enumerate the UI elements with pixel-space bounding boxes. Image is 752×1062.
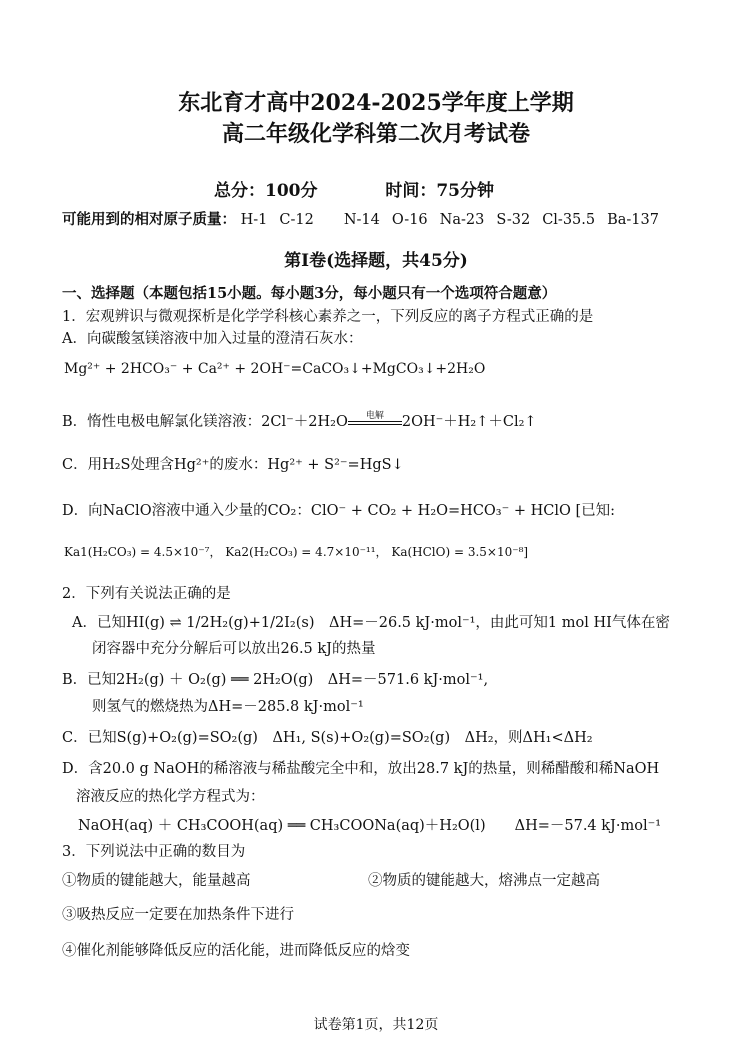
q1-option-d-text: D．向NaClO溶液中通入少量的CO₂： [62, 503, 311, 519]
atomic-mass-item: C-12 [279, 212, 314, 228]
q1-option-a-equation: Mg²⁺ + 2HCO₃⁻ + Ca²⁺ + 2OH⁻=CaCO₃↓+MgCO₃↓+2H₂O [64, 361, 486, 377]
atomic-mass-item: H-1 [240, 212, 268, 228]
exam-title-line2: 高二年级化学科第二次月考试卷 [221, 121, 530, 147]
q1-option-c-text: C．用H₂S处理含Hg²⁺的废水： [62, 457, 268, 473]
total-score: 总分：100分 [214, 181, 318, 201]
atomic-mass-item: N-14 [343, 212, 380, 228]
q2-option-d-line2: 溶液反应的热化学方程式为： [76, 789, 265, 805]
atomic-mass-item: S-32 [496, 212, 531, 228]
q2-option-b-line1: B．已知2H₂(g) ＋ O₂(g) ══ 2H₂O(g) ΔH=－571.6 kJ·mol⁻¹, [62, 672, 489, 688]
q1-option-c-equation: Hg²⁺ + S²⁻=HgS↓ [267, 457, 404, 473]
section-instruction: 一、选择题（本题包括15小题。每小题3分，每小题只有一个选项符合题意） [62, 285, 557, 302]
exam-title-line1: 东北育才高中2024-2025学年度上学期 [178, 90, 574, 116]
q2-stem: 2．下列有关说法正确的是 [62, 586, 231, 602]
atomic-masses-list [241, 212, 671, 228]
score-time-bar [214, 176, 502, 201]
exam-time: 时间：75分钟 [385, 181, 495, 201]
q1-option-b [62, 410, 537, 431]
q1-stem: 1．宏观辨识与微观探析是化学学科核心素养之一，下列反应的离子方程式正确的是 [62, 309, 594, 325]
electrolysis-arrow [348, 411, 402, 425]
q1-option-d-equation: ClO⁻ + CO₂ + H₂O=HCO₃⁻ + HClO [已知: [310, 503, 616, 519]
q3-statement-3: ③吸热反应一定要在加热条件下进行 [62, 907, 294, 923]
q1-option-d [62, 499, 615, 520]
atomic-masses-label: 可能用到的相对原子质量： [62, 211, 236, 228]
q2-option-c: C．已知S(g)+O₂(g)=SO₂(g) ΔH₁, S(s)+O₂(g)=SO₂(g) ΔH₂，则ΔH₁<ΔH₂ [62, 730, 593, 746]
q2-option-d-equation: NaOH(aq) ＋ CH₃COOH(aq) ══ CH₃COONa(aq)＋H₂O(l) ΔH=－57.4 kJ·mol⁻¹ [78, 818, 662, 834]
q3-statement-4: ④催化剂能够降低反应的活化能，进而降低反应的焓变 [62, 943, 410, 959]
atomic-mass-item: Cl-35.5 [542, 212, 596, 228]
q1-option-c [62, 453, 404, 474]
page-footer: 试卷第1页，共12页 [313, 1017, 439, 1033]
q3-statement-1: ①物质的键能越大，能量越高 [62, 873, 251, 889]
q2-option-a-line1: A．已知HI(g) ⇌ 1/2H₂(g)+1/2I₂(s) ΔH=－26.5 kJ·mol⁻¹，由此可知1 mol HI气体在密 [72, 615, 670, 631]
atomic-mass-item: O-16 [391, 212, 428, 228]
q2-option-d-line1: D．含20.0 g NaOH的稀溶液与稀盐酸完全中和，放出28.7 kJ的热量，则稀醋酸和稀NaOH [62, 761, 660, 777]
q2-option-a-line2: 闭容器中充分分解后可以放出26.5 kJ的热量 [92, 641, 376, 657]
q1-option-b-products: 2OH⁻＋H₂↑＋Cl₂↑ [401, 414, 537, 430]
atomic-mass-item: Ba-137 [607, 212, 659, 228]
q2-option-b-line2: 则氢气的燃烧热为ΔH=－285.8 kJ·mol⁻¹ [92, 699, 364, 715]
atomic-masses-row [62, 208, 671, 229]
electrolysis-label: 电解 [365, 411, 384, 421]
q1-option-b-text: B．惰性电极电解氯化镁溶液：2Cl⁻＋2H₂O [62, 414, 348, 430]
q1-option-d-constants: Ka1(H₂CO₃) = 4.5×10⁻⁷， Ka2(H₂CO₃) = 4.7×10⁻¹¹， Ka(HClO) = 3.5×10⁻⁸] [64, 545, 529, 559]
q1-option-a: A．向碳酸氢镁溶液中加入过量的澄清石灰水： [62, 331, 363, 347]
q3-stem: 3．下列说法中正确的数目为 [62, 844, 246, 860]
q3-statement-2: ②物质的键能越大，熔沸点一定越高 [368, 873, 600, 889]
atomic-mass-item: Na-23 [439, 212, 485, 228]
section-title: 第Ⅰ卷(选择题，共45分) [284, 251, 468, 271]
